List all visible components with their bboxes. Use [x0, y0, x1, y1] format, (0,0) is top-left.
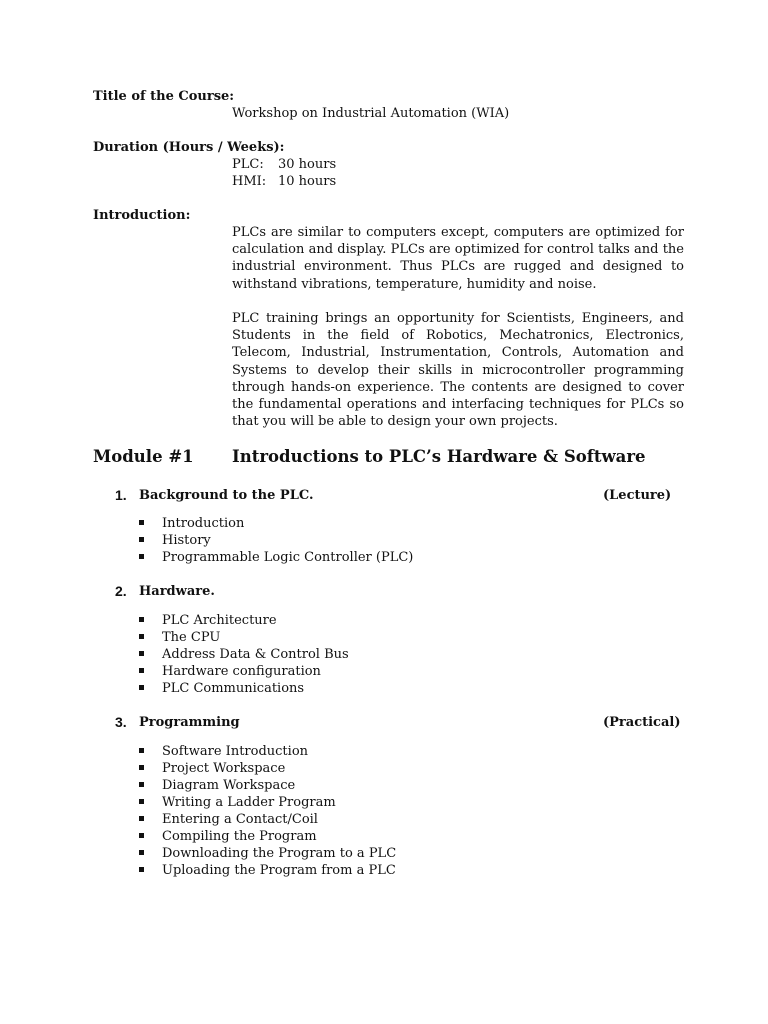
- list-item: History: [139, 532, 413, 549]
- list-item: Programmable Logic Controller (PLC): [139, 549, 413, 566]
- section-1-tag: (Lecture): [603, 488, 672, 503]
- bullet-icon: [139, 782, 144, 787]
- section-1-number: 1.: [115, 487, 127, 503]
- duration-label: Duration (Hours / Weeks):: [93, 140, 285, 155]
- bullet-icon: [139, 833, 144, 838]
- section-2-list: [139, 612, 349, 697]
- bullet-icon: [139, 816, 144, 821]
- duration-hmi-key: HMI:: [232, 174, 267, 189]
- list-item: Diagram Workspace: [139, 777, 396, 794]
- section-3-tag: (Practical): [603, 715, 681, 730]
- list-item: Compiling the Program: [139, 828, 396, 845]
- list-item: Introduction: [139, 515, 413, 532]
- list-item: Hardware configuration: [139, 663, 349, 680]
- list-item: PLC Communications: [139, 680, 349, 697]
- section-3-number: 3.: [115, 714, 127, 730]
- introduction-paragraph-1: PLCs are similar to computers except, computers are optimized for calculation and display. PLCs are optimized for control talks and the industrial environment. Thus PLCs are rugged and designed to withstand vibrations, temperature, humidity and noise.: [232, 225, 684, 292]
- bullet-icon: [139, 634, 144, 639]
- module-title: Introductions to PLC’s Hardware & Software: [232, 447, 646, 466]
- bullet-icon: [139, 799, 144, 804]
- list-item: Address Data & Control Bus: [139, 646, 349, 663]
- course-title-value: Workshop on Industrial Automation (WIA): [232, 106, 510, 121]
- list-item: Project Workspace: [139, 760, 396, 777]
- bullet-icon: [139, 537, 144, 542]
- list-item: Uploading the Program from a PLC: [139, 862, 396, 879]
- section-1-title: Background to the PLC.: [139, 488, 314, 503]
- section-3-list: [139, 743, 396, 879]
- introduction-label: Introduction:: [93, 208, 191, 223]
- list-item: Entering a Contact/Coil: [139, 811, 396, 828]
- section-3-title: Programming: [139, 715, 240, 730]
- bullet-icon: [139, 651, 144, 656]
- section-1-list: [139, 515, 413, 566]
- list-item: The CPU: [139, 629, 349, 646]
- section-2-title: Hardware.: [139, 584, 215, 599]
- list-item: Software Introduction: [139, 743, 396, 760]
- bullet-icon: [139, 685, 144, 690]
- list-item: PLC Architecture: [139, 612, 349, 629]
- duration-hmi-value: 10 hours: [278, 174, 337, 189]
- duration-plc: [232, 156, 336, 173]
- bullet-icon: [139, 765, 144, 770]
- bullet-icon: [139, 748, 144, 753]
- duration-hmi: [232, 173, 336, 190]
- introduction-paragraph-2: PLC training brings an opportunity for Scientists, Engineers, and Students in the field of Robotics, Mechatronics, Electronics, Telecom, Industrial, Instrumentation, Controls, Automation and Systems to develop their skills in microcontroller programming through hands-on experience. The contents are designed to cover the fundamental operations and interfacing techniques for PLCs so that you will be able to design your own projects.: [232, 311, 684, 430]
- module-label: Module #1: [93, 447, 194, 466]
- section-2-number: 2.: [115, 583, 127, 599]
- duration-plc-key: PLC:: [232, 157, 264, 172]
- list-item: Writing a Ladder Program: [139, 794, 396, 811]
- bullet-icon: [139, 617, 144, 622]
- list-item: Downloading the Program to a PLC: [139, 845, 396, 862]
- course-title-label: Title of the Course:: [93, 89, 235, 104]
- bullet-icon: [139, 520, 144, 525]
- bullet-icon: [139, 867, 144, 872]
- duration-plc-value: 30 hours: [278, 157, 337, 172]
- bullet-icon: [139, 850, 144, 855]
- bullet-icon: [139, 668, 144, 673]
- bullet-icon: [139, 554, 144, 559]
